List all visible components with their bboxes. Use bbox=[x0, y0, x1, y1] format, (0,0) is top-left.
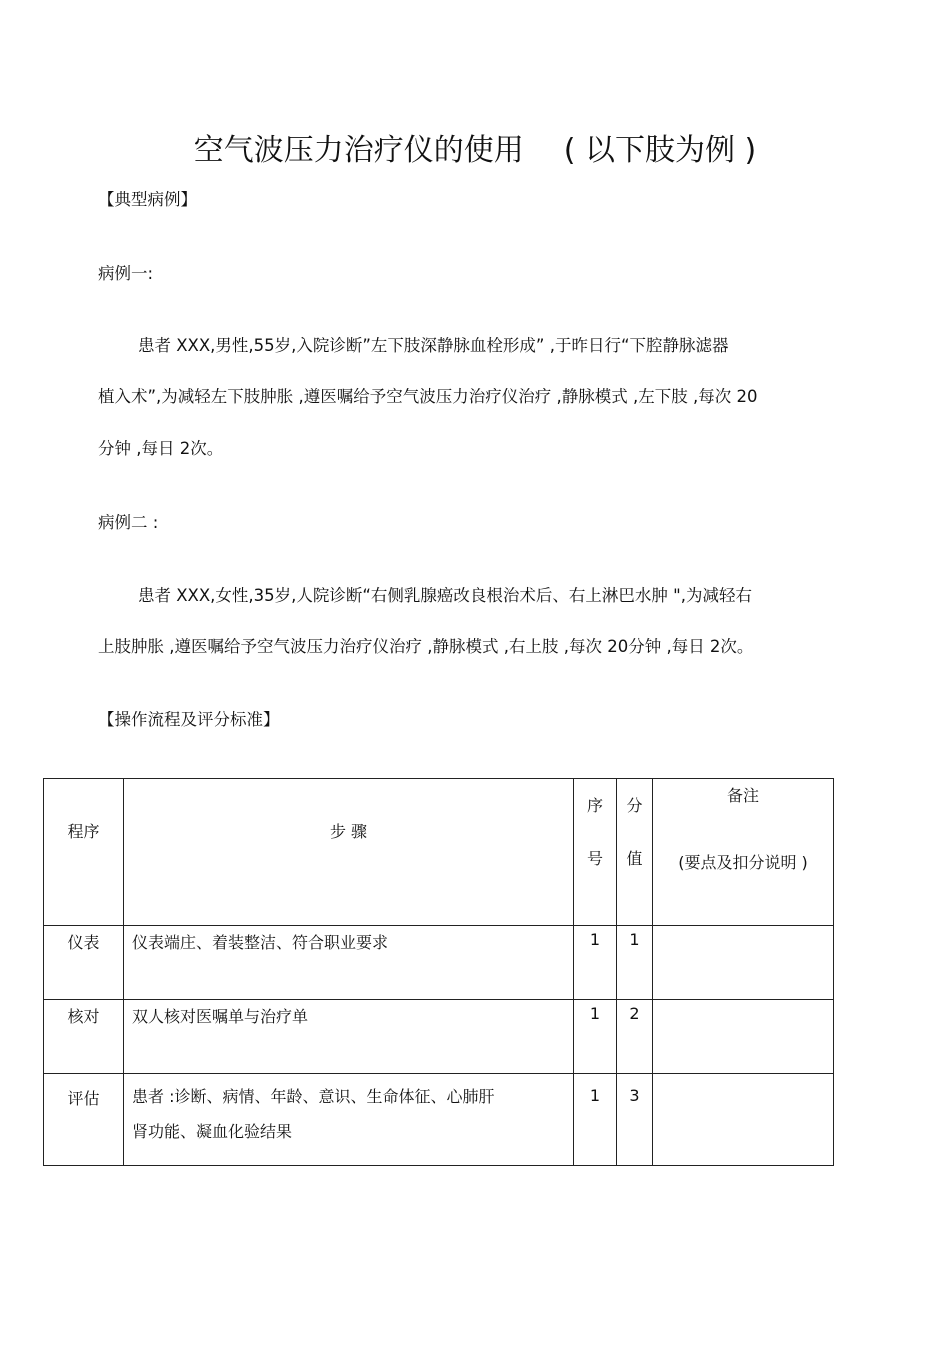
header-seq-1: 序 bbox=[586, 796, 603, 815]
case1-line-2: 植入术”,为减轻左下肢肿胀 ,遵医嘱给予空气波压力治疗仪治疗 ,静脉模式 ,左下肢 ,每次 20 bbox=[98, 387, 758, 406]
case1-label: 病例一: bbox=[98, 264, 154, 283]
case1-line-3: 分钟 ,每日 2次。 bbox=[98, 439, 224, 458]
table-row bbox=[44, 1074, 834, 1166]
header-procedure-cell bbox=[44, 779, 124, 926]
header-seq-cell bbox=[574, 779, 617, 926]
header-score-1: 分 bbox=[626, 796, 643, 815]
case2-label: 病例二 : bbox=[98, 513, 159, 532]
row-step: 患者 :诊断、病情、年龄、意识、生命体征、心肺肝 bbox=[132, 1087, 495, 1106]
row-score: 1 bbox=[629, 930, 640, 949]
row-seq: 1 bbox=[589, 930, 601, 949]
title-paren: ( 以下肢为例 ) bbox=[563, 133, 757, 168]
header-score-2: 值 bbox=[626, 849, 643, 868]
case2-line-2: 上肢肿胀 ,遵医嘱给予空气波压力治疗仪治疗 ,静脉模式 ,右上肢 ,每次 20分钟 ,每日 2次。 bbox=[98, 637, 754, 656]
row-procedure: 核对 bbox=[67, 1007, 100, 1026]
header-procedure: 程序 bbox=[67, 822, 100, 841]
scoring-table bbox=[43, 778, 834, 1166]
page-title bbox=[0, 125, 950, 169]
row-procedure: 评估 bbox=[67, 1089, 100, 1108]
row-step-continued: 肾功能、凝血化验结果 bbox=[132, 1122, 293, 1141]
header-note-2: (要点及扣分说明 ) bbox=[678, 853, 808, 872]
table-row bbox=[44, 926, 834, 1000]
section-heading-procedure: 【操作流程及评分标准】 bbox=[98, 710, 280, 729]
header-note-1: 备注 bbox=[726, 786, 759, 805]
row-step: 仪表端庄、着装整洁、符合职业要求 bbox=[132, 933, 389, 952]
row-step: 双人核对医嘱单与治疗单 bbox=[132, 1007, 309, 1026]
row-procedure: 仪表 bbox=[67, 933, 100, 952]
case2-line-1: 患者 XXX,女性,35岁,人院诊断“右侧乳腺癌改良根治术后、右上淋巴水肿 ",为减轻右 bbox=[138, 586, 753, 605]
row-seq: 1 bbox=[589, 1086, 601, 1105]
row-seq: 1 bbox=[589, 1004, 601, 1023]
header-steps: 步 骤 bbox=[329, 822, 368, 841]
header-score-cell bbox=[617, 779, 653, 926]
title-main: 空气波压力治疗仪的使用 bbox=[193, 133, 524, 168]
header-steps-cell bbox=[124, 779, 574, 926]
table-header-row bbox=[44, 779, 834, 926]
row-score: 3 bbox=[629, 1086, 640, 1105]
row-score: 2 bbox=[629, 1004, 640, 1023]
table-row bbox=[44, 1000, 834, 1074]
case1-line-1: 患者 XXX,男性,55岁,入院诊断”左下肢深静脉血栓形成” ,于昨日行“下腔静脉滤器 bbox=[138, 336, 729, 355]
header-seq-2: 号 bbox=[586, 849, 603, 868]
header-note-cell bbox=[653, 779, 834, 926]
section-heading-typical-cases: 【典型病例】 bbox=[98, 190, 197, 209]
